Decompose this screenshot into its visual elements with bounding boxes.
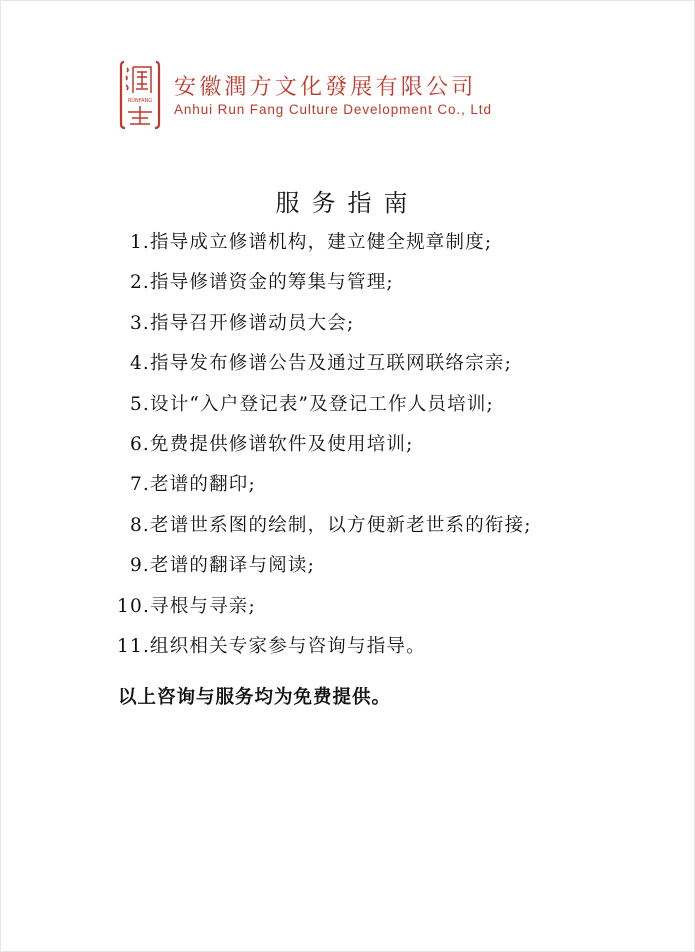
item-text: 老谱的翻译与阅读; (150, 555, 316, 577)
item-number: 9. (129, 555, 150, 577)
item-text: 指导成立修谱机构，建立健全规章制度; (150, 232, 493, 253)
list-item (117, 511, 677, 551)
company-name-en: Anhui Run Fang Culture Development Co., Ltd (174, 102, 492, 117)
item-number: 2. (129, 272, 150, 294)
list-item (117, 551, 677, 591)
svg-text:RUNFANG: RUNFANG (127, 98, 153, 104)
list-item (117, 309, 677, 349)
item-text: 指导修谱资金的筹集与管理; (150, 272, 394, 294)
item-number: 7. (129, 474, 150, 496)
list-item (117, 430, 677, 470)
seal-logo-icon (118, 58, 162, 132)
item-text: 寻根与寻亲; (150, 595, 256, 617)
list-item (117, 592, 677, 632)
item-number: 4. (129, 353, 150, 375)
list-item (117, 349, 677, 389)
item-number: 11. (117, 635, 151, 657)
list-item (117, 632, 677, 672)
item-text: 老谱世系图的绘制，以方便新老世系的衔接; (150, 514, 532, 536)
item-text: 老谱的翻印; (150, 474, 256, 496)
list-item (117, 390, 677, 430)
list-item (117, 470, 677, 510)
list-item (117, 268, 677, 308)
item-number: 8. (129, 514, 150, 536)
item-number: 1. (129, 232, 150, 253)
item-text: 指导召开修谱动员大会; (150, 312, 355, 334)
letterhead (118, 58, 678, 134)
footer-note: 以上咨询与服务均为免费提供。 (118, 687, 392, 708)
item-number: 6. (129, 433, 150, 455)
service-list (117, 228, 677, 672)
item-text: 免费提供修谱软件及使用培训; (150, 433, 414, 455)
item-number: 5. (129, 393, 150, 415)
item-text: 指导发布修谱公告及通过互联网联络宗亲; (150, 353, 513, 375)
page-title: 服务指南 (275, 189, 420, 217)
list-item (117, 228, 677, 268)
item-text: 组织相关专家参与咨询与指导。 (150, 635, 426, 657)
company-name-cn: 安徽潤方文化發展有限公司 (174, 75, 477, 100)
item-number: 10. (117, 595, 151, 617)
item-number: 3. (129, 312, 150, 334)
item-text: 设计“入户登记表”及登记工作人员培训; (150, 393, 494, 415)
